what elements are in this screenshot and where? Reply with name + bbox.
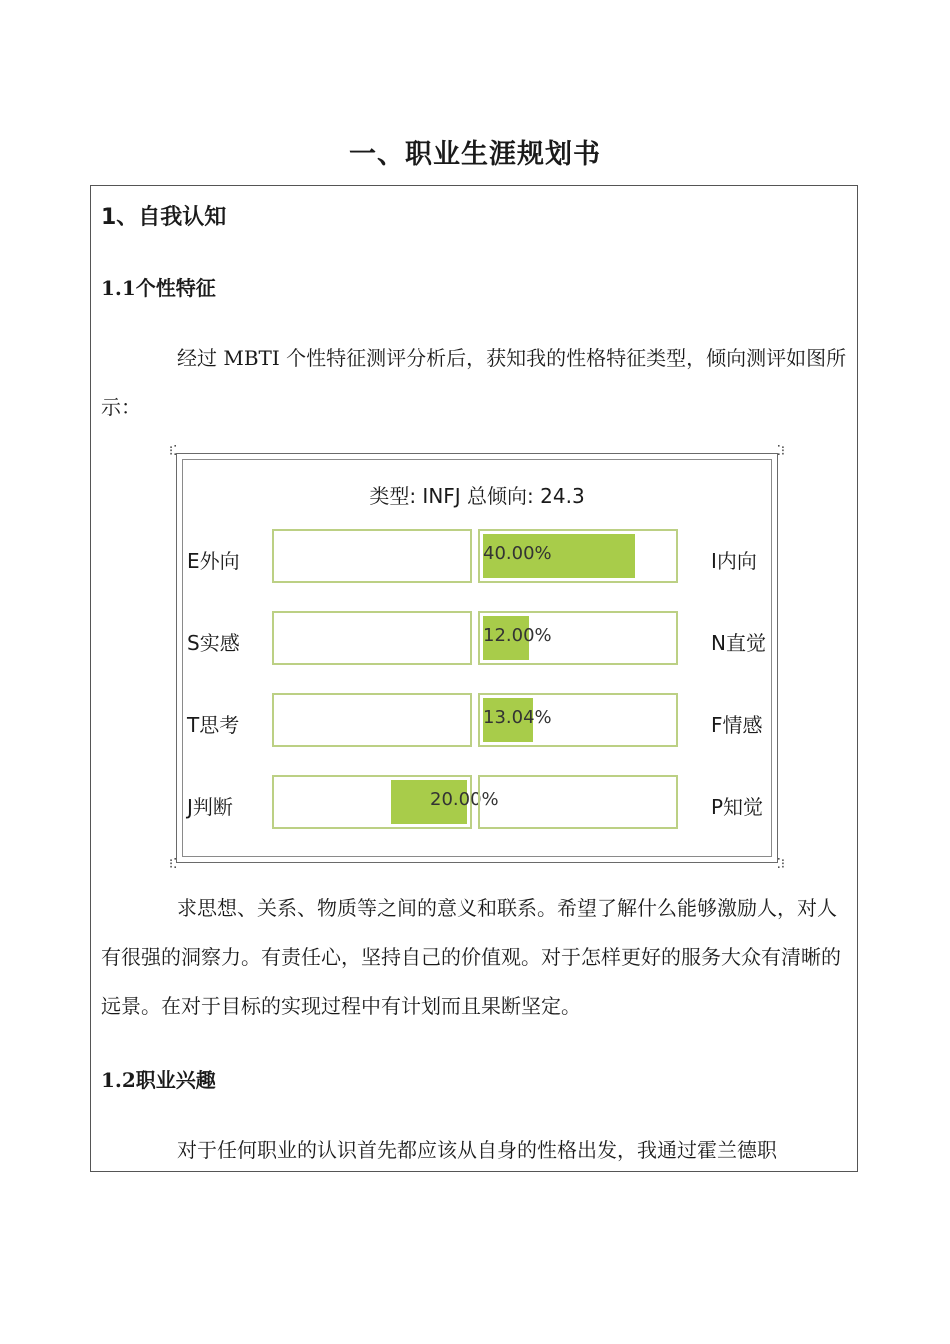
row-label-left: E外向: [187, 549, 240, 573]
corner-ornament-top-right: ⁚⁝: [776, 444, 785, 459]
row-label-right: N直觉: [711, 631, 766, 655]
content-box: [90, 185, 858, 1172]
subsection-heading-personality: 1.1个性特征: [101, 276, 216, 300]
summary-paragraph: 求思想、关系、物质等之间的意义和联系。希望了解什么能够激励人，对人有很强的洞察力。有责任心，坚持自己的价值观。对于怎样更好的服务大众有清晰的远景。在对于目标的实现过程中有计划而且果断坚定。: [101, 896, 841, 1018]
row-label-right: F情感: [711, 713, 763, 737]
interest-paragraph: 对于任何职业的认识首先都应该从自身的性格出发，我通过霍兰德职: [177, 1138, 777, 1162]
bar-track-left: [272, 529, 472, 583]
row-label-left: J判断: [187, 795, 233, 819]
bar-value-label: 40.00%: [483, 543, 552, 564]
page-title: 一、职业生涯规划书: [349, 139, 601, 170]
bar-track-left: [272, 611, 472, 665]
bar-value-label: 12.00%: [483, 625, 552, 646]
row-label-left: T思考: [187, 713, 240, 737]
bar-value-label: 20.00%: [430, 789, 499, 810]
row-label-right: I内向: [711, 549, 757, 573]
intro-paragraph: 经过 MBTI 个性特征测评分析后，获知我的性格特征类型，倾向测评如图所示：: [101, 346, 847, 419]
bar-value-label: 13.04%: [483, 707, 552, 728]
chart-title: 类型: INFJ 总倾向: 24.3: [369, 484, 585, 508]
subsection-heading-interest: 1.2职业兴趣: [101, 1068, 216, 1092]
corner-ornament-bottom-right: ⁚⁝: [776, 857, 785, 872]
corner-ornament-bottom-left: ⁝⁚: [169, 857, 178, 872]
mbti-chart: [169, 444, 785, 872]
corner-ornament-top-left: ⁝⁚: [169, 444, 178, 459]
row-label-right: P知觉: [711, 795, 764, 819]
section-heading: 1、自我认知: [101, 205, 227, 230]
bar-track-left: [272, 693, 472, 747]
row-label-left: S实感: [187, 631, 240, 655]
bar-track-right: [478, 775, 678, 829]
